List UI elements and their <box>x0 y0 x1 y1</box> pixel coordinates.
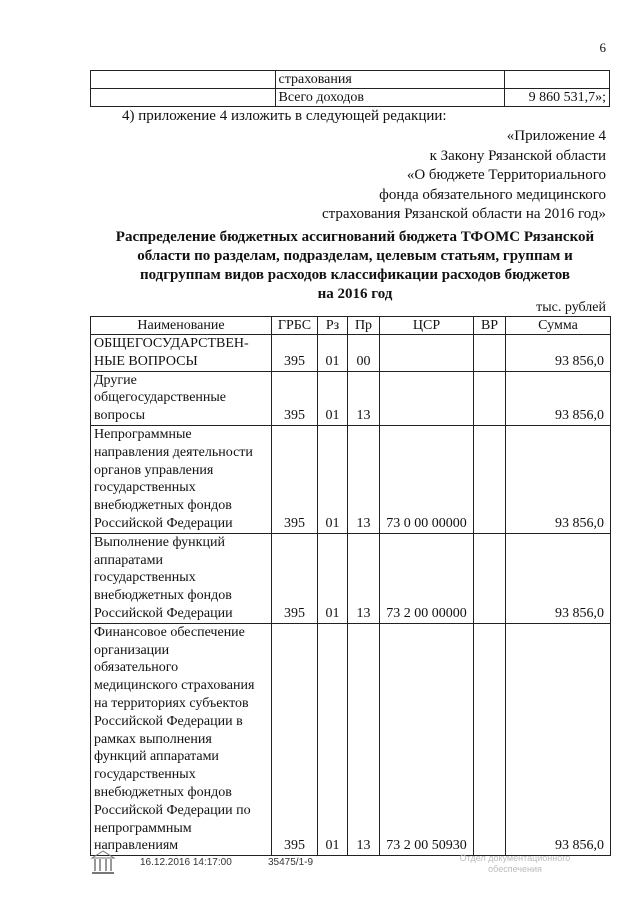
cell-sum: 93 856,0 <box>506 335 611 372</box>
cell-name-line: ОБЩЕГОСУДАРСТВЕН- <box>94 336 249 351</box>
column-header: Рз <box>318 317 348 335</box>
cell-rz: 01 <box>318 335 348 372</box>
column-header: ГРБС <box>272 317 318 335</box>
cell-grbs: 395 <box>272 425 318 533</box>
table-title <box>95 228 615 304</box>
cell-name <box>91 371 272 425</box>
cell-name-line: Российской Федерации в <box>94 713 243 729</box>
cell-name-line: внебюджетных фондов <box>94 588 232 604</box>
cell-sum: 93 856,0 <box>506 371 611 425</box>
cell-name-line: аппаратами <box>94 552 163 568</box>
amendment-intro: 4) приложение 4 изложить в следующей редакции: <box>122 108 447 124</box>
cell-name <box>91 533 272 623</box>
table-row <box>91 533 611 623</box>
cell-pr: 13 <box>348 623 380 855</box>
cell-name-line: органов управления <box>94 462 214 478</box>
footer-document-id: 35475/1-9 <box>268 857 314 868</box>
cell-name-line: рамках выполнения <box>94 731 212 747</box>
cell-pr: 13 <box>348 425 380 533</box>
cell-name-line: обязательного <box>94 660 179 676</box>
cell-sum: 93 856,0 <box>506 623 611 855</box>
table-cell: 9 860 531,7»; <box>505 89 610 107</box>
appendix-line: страхования Рязанской области на 2016 год» <box>321 206 606 222</box>
cell-csr: 73 2 00 00000 <box>380 533 474 623</box>
building-logo-icon <box>90 849 116 877</box>
cell-name-line: государственных <box>94 480 196 496</box>
appendix-line: фонда обязательного медицинского <box>379 186 606 203</box>
footer-timestamp: 16.12.2016 14:17:00 <box>140 857 232 868</box>
page-number: 6 <box>599 40 606 55</box>
cell-name-line: государственных <box>94 767 196 783</box>
appendix-line: «Приложение 4 <box>506 128 606 144</box>
cell-rz: 01 <box>318 533 348 623</box>
table-row <box>91 623 611 855</box>
cell-grbs: 395 <box>272 335 318 372</box>
cell-rz: 01 <box>318 425 348 533</box>
cell-name <box>91 425 272 533</box>
appendix-line: к Закону Рязанской области <box>429 147 606 164</box>
department-stamp <box>440 853 590 875</box>
cell-rz: 01 <box>318 623 348 855</box>
cell-pr: 00 <box>348 335 380 372</box>
column-header: Пр <box>348 317 380 335</box>
cell-csr: 73 0 00 00000 <box>380 425 474 533</box>
cell-name-line: вопросы <box>94 408 145 424</box>
appendix-line: «О бюджете Территориального <box>406 167 606 183</box>
cell-vr <box>474 623 506 855</box>
cell-name-line: Финансовое обеспечение <box>94 624 245 640</box>
cell-name-line: медицинского страхования <box>94 678 255 694</box>
cell-grbs: 395 <box>272 371 318 425</box>
cell-name-line: направлениям <box>94 838 179 854</box>
table-cell <box>505 71 610 89</box>
title-line: Распределение бюджетных ассигнований бюджета ТФОМС Рязанской <box>115 229 595 245</box>
cell-pr: 13 <box>348 533 380 623</box>
cell-name <box>91 623 272 855</box>
stamp-line: обеспечения <box>488 864 542 874</box>
column-header: ВР <box>474 317 506 335</box>
table-row <box>91 425 611 533</box>
cell-name-line: внебюджетных фондов <box>94 498 232 514</box>
cell-vr <box>474 371 506 425</box>
cell-name-line: Российской Федерации по <box>94 802 251 818</box>
cell-vr <box>474 533 506 623</box>
title-line: на 2016 год <box>317 286 393 302</box>
table-row <box>91 335 611 372</box>
cell-sum: 93 856,0 <box>506 533 611 623</box>
table-cell: Всего доходов <box>275 89 505 107</box>
column-header: ЦСР <box>380 317 474 335</box>
table-cell: страхования <box>275 71 505 89</box>
cell-name <box>91 335 272 372</box>
table-cell <box>91 89 276 107</box>
table-row <box>91 71 610 89</box>
cell-vr <box>474 335 506 372</box>
cell-name-line: Российской Федерации <box>94 605 233 621</box>
title-line: области по разделам, подразделам, целевым статьям, группам и <box>137 248 573 264</box>
appendix-heading <box>276 127 606 225</box>
cell-sum: 93 856,0 <box>506 425 611 533</box>
cell-name-line: организации <box>94 642 170 658</box>
cell-name-line: Выполнение функций <box>94 534 225 550</box>
cell-csr <box>380 371 474 425</box>
cell-grbs: 395 <box>272 623 318 855</box>
title-line: подгруппам видов расходов классификации расходов бюджетов <box>139 267 571 283</box>
table-row <box>91 89 610 107</box>
cell-name-line: Непрограммные <box>94 426 192 442</box>
cell-name-line: направления деятельности <box>94 444 253 460</box>
cell-name-line: непрограммным <box>94 820 192 836</box>
cell-name-line: общегосударственные <box>94 390 227 406</box>
table-cell <box>91 71 276 89</box>
units-label: тыс. рублей <box>536 300 606 315</box>
budget-allocation-table <box>90 316 611 856</box>
cell-name-line: государственных <box>94 570 196 586</box>
column-header: Сумма <box>506 317 611 335</box>
cell-name-line: Российской Федерации <box>94 515 233 531</box>
cell-pr: 13 <box>348 371 380 425</box>
income-table-fragment <box>90 70 610 107</box>
cell-name-line: функций аппаратами <box>94 749 219 765</box>
stamp-line: Отдел документационного <box>459 853 571 863</box>
cell-name-line: Другие <box>94 372 137 388</box>
cell-grbs: 395 <box>272 533 318 623</box>
table-row <box>91 371 611 425</box>
cell-csr <box>380 335 474 372</box>
cell-rz: 01 <box>318 371 348 425</box>
cell-name-line: НЫЕ ВОПРОСЫ <box>94 353 198 369</box>
table-header-row <box>91 317 611 335</box>
document-footer <box>0 853 640 887</box>
cell-vr <box>474 425 506 533</box>
cell-name-line: внебюджетных фондов <box>94 784 232 800</box>
column-header: Наименование <box>91 317 272 335</box>
cell-name-line: на территориях субъектов <box>94 695 249 711</box>
cell-csr: 73 2 00 50930 <box>380 623 474 855</box>
